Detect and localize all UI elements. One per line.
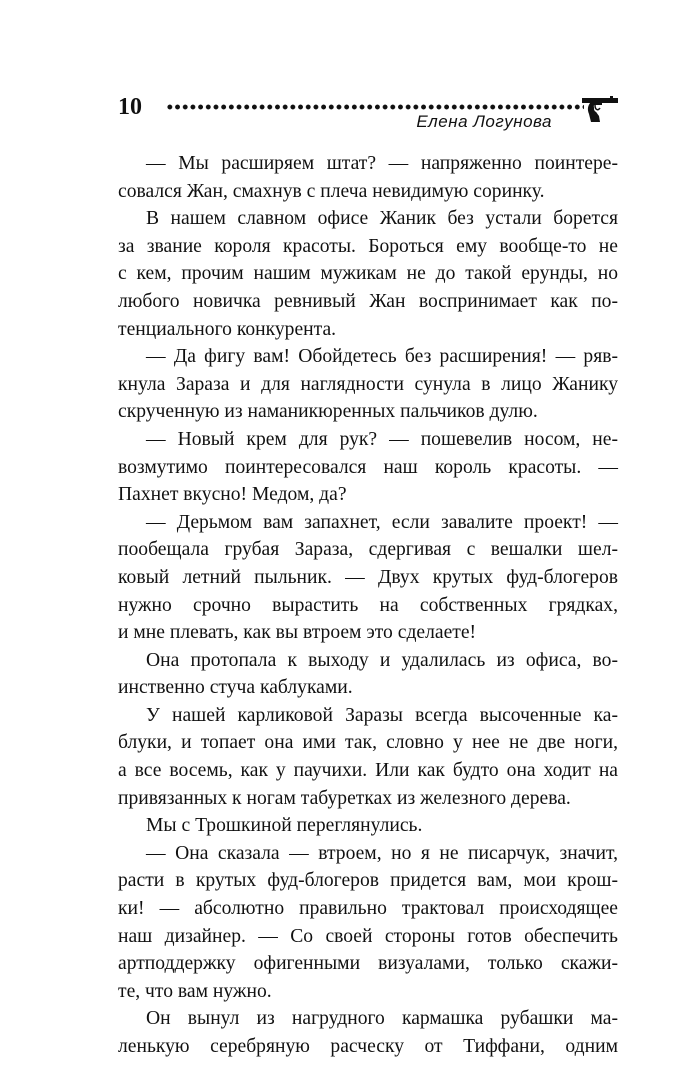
text-line: те, что вам нужно. bbox=[118, 980, 272, 1002]
revolver-icon bbox=[580, 92, 620, 124]
text-line: пообещала грубая Зараза, сдергивая с вешалки шел- bbox=[118, 539, 618, 561]
book-text bbox=[118, 150, 618, 1061]
text-line: а все восемь, как у паучихи. Или как будто она ходит на bbox=[118, 760, 618, 782]
text-line: Она протопала к выходу и удалилась из офиса, во- bbox=[146, 649, 618, 671]
text-line: ки! — абсолютно правильно трактовал происходящее bbox=[118, 898, 618, 920]
text-line: — Она сказала — втроем, но я не писарчук, значит, bbox=[146, 842, 618, 864]
text-line: — Да фигу вам! Обойдетесь без расширения! — ряв- bbox=[146, 346, 618, 368]
text-line: — Мы расширяем штат? — напряженно поинтере- bbox=[146, 153, 618, 174]
author-name: Елена Логунова bbox=[416, 112, 552, 131]
text-line: — Новый крем для рук? — пошевелив носом, не- bbox=[146, 428, 618, 450]
text-line: скрученную из наманикюренных пальчиков дулю. bbox=[118, 401, 538, 423]
text-line: с кем, прочим нашим мужикам не до такой ерунды, но bbox=[118, 263, 618, 285]
page-number: 10 bbox=[118, 94, 142, 120]
text-line: привязанных к ногам табуретках из железного дерева. bbox=[118, 787, 571, 809]
text-line: ковый летний пыльник. — Двух крутых фуд-блогеров bbox=[118, 566, 618, 588]
page-header bbox=[118, 88, 618, 148]
text-line: возмутимо поинтересовался наш король красоты. — bbox=[118, 456, 618, 478]
text-line: артподдержку офигенными визуалами, только скажи- bbox=[118, 953, 618, 975]
text-line: У нашей карликовой Заразы всегда высоченные ка- bbox=[146, 704, 618, 726]
text-line: нужно срочно вырастить на собственных грядках, bbox=[118, 594, 618, 616]
text-line: инственно стуча каблуками. bbox=[118, 677, 353, 699]
text-line: В нашем славном офисе Жаник без устали борется bbox=[146, 208, 618, 230]
text-line: блуки, и топает она ими так, словно у нее не две ноги, bbox=[118, 732, 618, 754]
text-line: и мне плевать, как вы втроем это сделаете! bbox=[118, 622, 477, 644]
text-line: Он вынул из нагрудного кармашка рубашки ма- bbox=[146, 1008, 618, 1030]
text-line: ленькую серебряную расческу от Тиффани, одним bbox=[118, 1036, 618, 1057]
dot-leader bbox=[166, 104, 584, 110]
text-line: наш дизайнер. — Со своей стороны готов обеспечить bbox=[118, 925, 618, 947]
text-line: тенциального конкурента. bbox=[118, 318, 337, 340]
text-line: — Дерьмом вам запахнет, если завалите проект! — bbox=[146, 511, 618, 533]
text-line: кнула Зараза и для наглядности сунула в лицо Жанику bbox=[118, 373, 618, 395]
text-line: за звание короля красоты. Бороться ему вообще-то не bbox=[118, 235, 618, 257]
text-line: совался Жан, смахнув с плеча невидимую соринку. bbox=[118, 180, 545, 202]
text-line: Пахнет вкусно! Медом, да? bbox=[118, 484, 347, 506]
text-line: расти в крутых фуд-блогеров придется вам, мои крош- bbox=[118, 870, 618, 892]
text-line: любого новичка ревнивый Жан воспринимает как по- bbox=[118, 290, 618, 312]
text-line: Мы с Трошкиной переглянулись. bbox=[146, 815, 423, 837]
